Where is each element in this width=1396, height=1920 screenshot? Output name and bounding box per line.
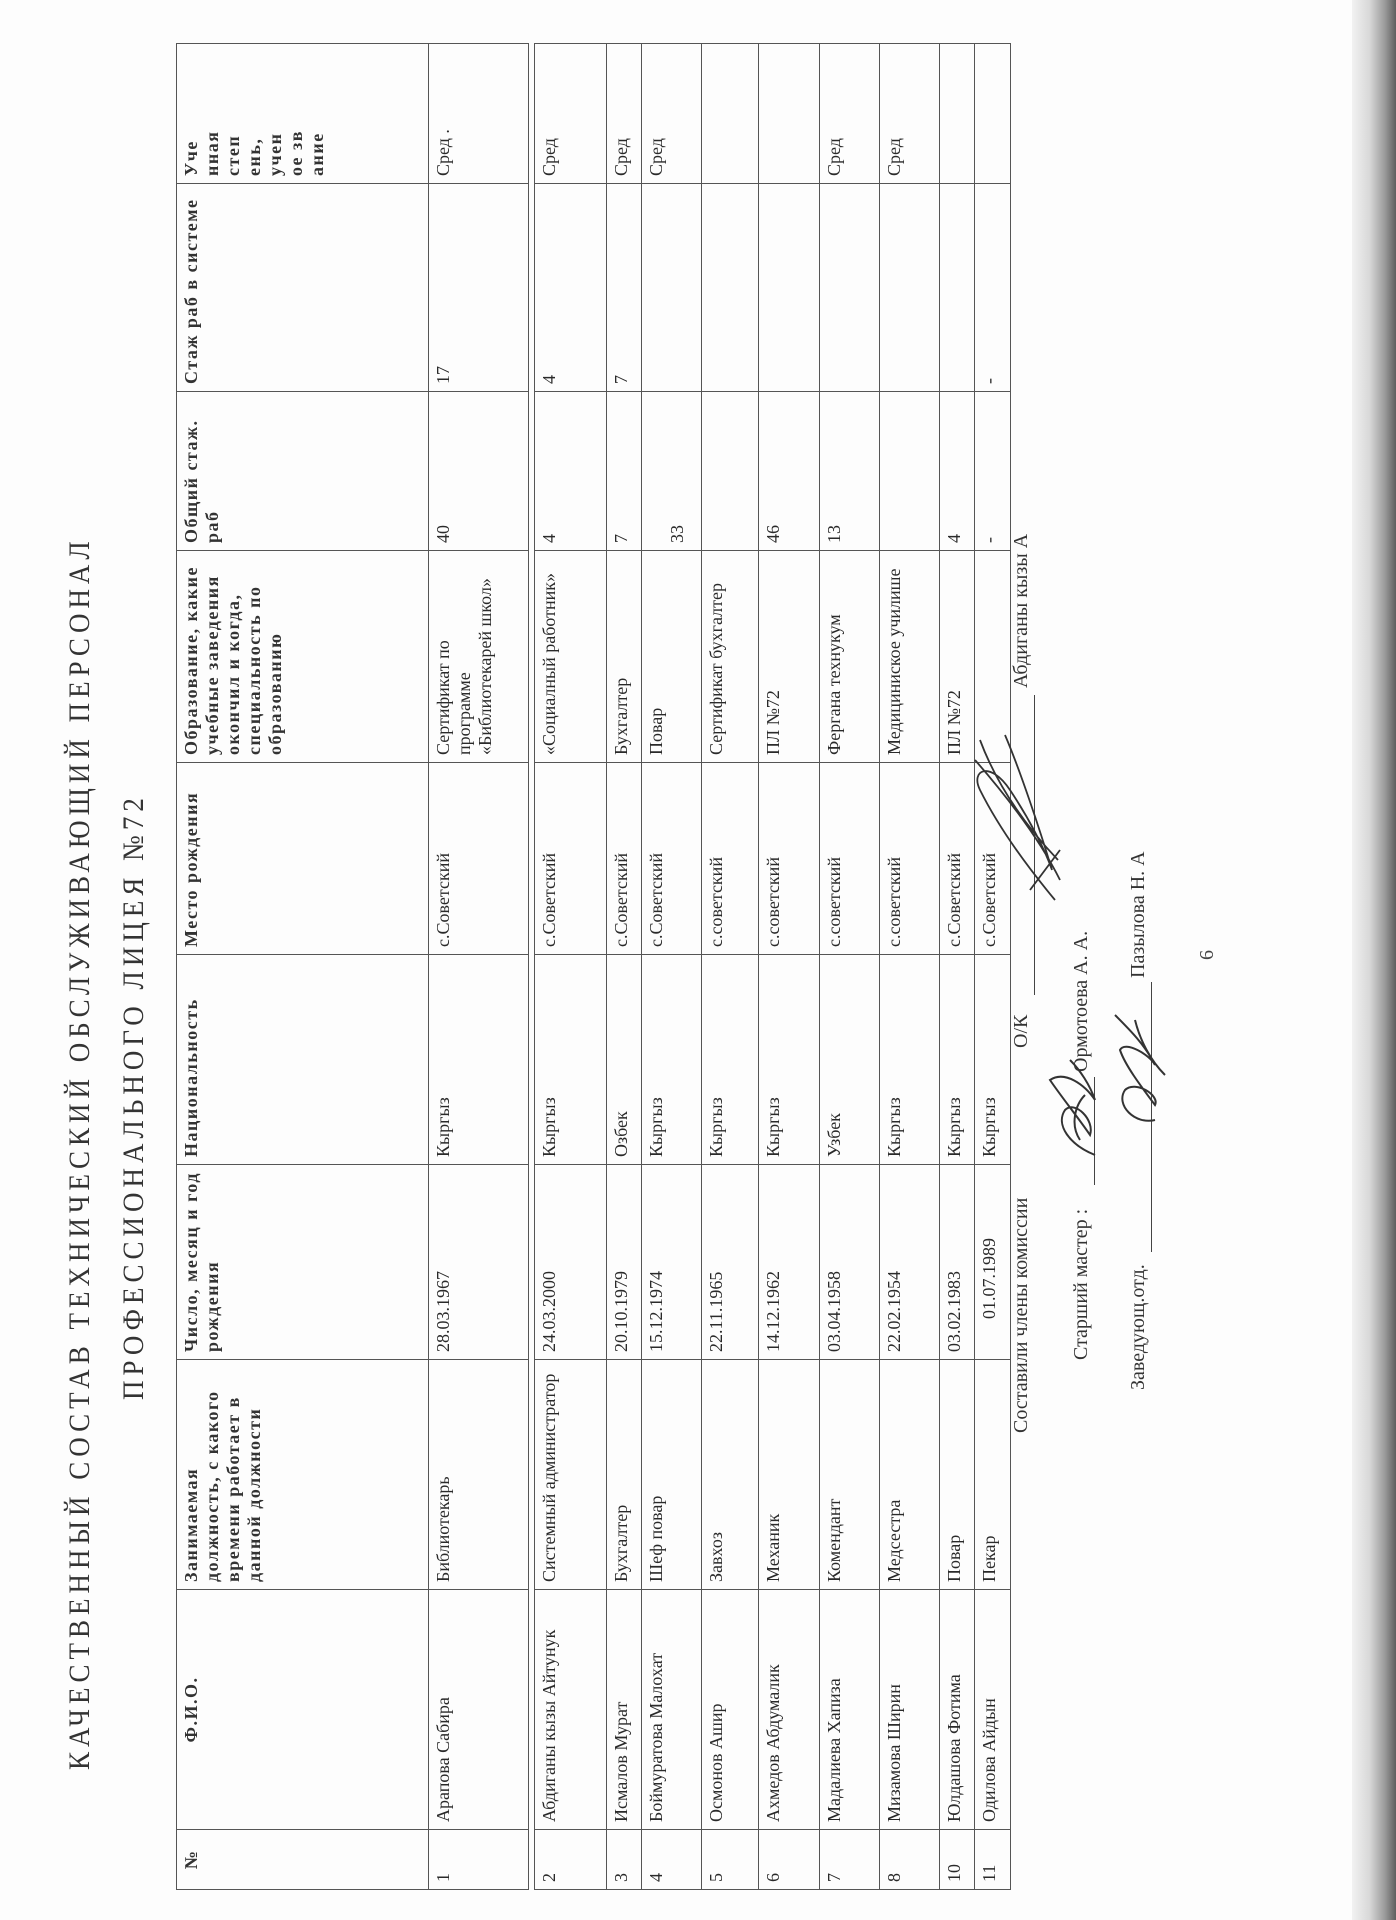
cell-education: Медициниское училише <box>880 551 940 763</box>
cell-degree <box>759 44 820 184</box>
cell-system-exp: 17 <box>429 184 529 392</box>
table-row <box>702 44 759 1890</box>
cell-position: Повар <box>940 1360 975 1590</box>
cell-education: Сертификат бухгалтер <box>702 551 759 763</box>
cell-system-exp <box>940 184 975 392</box>
ok-label: О/К <box>1010 1014 1032 1048</box>
cell-birthdate: 22.11.1965 <box>702 1165 759 1360</box>
cell-system-exp <box>642 184 702 392</box>
cell-birthplace: с.советский <box>820 763 880 955</box>
cell-total-exp <box>702 392 759 551</box>
cell-position: Завхоз <box>702 1360 759 1590</box>
cell-education: Повар <box>642 551 702 763</box>
cell-nationality: Узбек <box>820 955 880 1165</box>
cell-position: Системный администратор <box>535 1360 607 1590</box>
col-header-nationality: Национальность <box>177 955 429 1165</box>
cell-birthplace: с.Советский <box>642 763 702 955</box>
cell-num: 1 <box>429 1830 529 1890</box>
cell-num: 11 <box>975 1830 1011 1890</box>
cell-name: Мадалиева Хапиза <box>820 1590 880 1830</box>
commission-label: Составили члены комиссии <box>1010 1197 1032 1433</box>
cell-degree: Сред . <box>429 44 529 184</box>
cell-total-exp: 4 <box>940 392 975 551</box>
cell-name: Абдиганы кызы Айтунук <box>535 1590 607 1830</box>
table-row <box>607 44 642 1890</box>
cell-num: 8 <box>880 1830 940 1890</box>
col-header-education: Образование, какие учебные заведения окончил и когда, специальность по образованию <box>177 551 429 763</box>
page-number: 6 <box>1196 950 1218 960</box>
table-row <box>880 44 940 1890</box>
cell-num: 7 <box>820 1830 880 1890</box>
staff-table-header <box>176 43 529 1890</box>
cell-name: Мизамова Ширин <box>880 1590 940 1830</box>
col-header-birthdate: Число, месяц и год рождения <box>177 1165 429 1360</box>
col-header-total-exp: Общий стаж. раб <box>177 392 429 551</box>
cell-birthdate: 03.04.1958 <box>820 1165 880 1360</box>
header-row <box>177 44 429 1890</box>
cell-system-exp <box>820 184 880 392</box>
cell-education: ПЛ №72 <box>759 551 820 763</box>
cell-education: ПЛ №72 <box>940 551 975 763</box>
cell-birthplace: с.Советский <box>535 763 607 955</box>
cell-degree: Сред <box>880 44 940 184</box>
cell-num: 6 <box>759 1830 820 1890</box>
col-header-system-exp: Стаж раб в системе <box>177 184 429 392</box>
cell-education: Фергана технукум <box>820 551 880 763</box>
col-header-num: № <box>177 1830 429 1890</box>
cell-birthdate: 01.07.1989 <box>975 1165 1011 1360</box>
cell-nationality: Кыргыз <box>759 955 820 1165</box>
cell-birthplace: с.Советский <box>975 763 1011 955</box>
cell-system-exp <box>880 184 940 392</box>
cell-total-exp: - <box>975 392 1011 551</box>
cell-name: Ахмедов Абдумалик <box>759 1590 820 1830</box>
cell-num: 4 <box>642 1830 702 1890</box>
cell-birthplace: с.Советский <box>429 763 529 955</box>
cell-birthplace: с.советский <box>880 763 940 955</box>
staff-table <box>534 43 1011 1890</box>
cell-nationality: Кыргыз <box>535 955 607 1165</box>
cell-birthplace: с.Советский <box>607 763 642 955</box>
cell-name: Юлдашова Фотима <box>940 1590 975 1830</box>
table-row <box>820 44 880 1890</box>
table-row <box>940 44 975 1890</box>
cell-total-exp: 13 <box>820 392 880 551</box>
cell-system-exp: - <box>975 184 1011 392</box>
cell-position: Библиотекарь <box>429 1360 529 1590</box>
master-label: Старший мастер : <box>1070 1208 1092 1360</box>
ok-signature <box>960 720 1070 910</box>
cell-birthdate: 20.10.1979 <box>607 1165 642 1360</box>
cell-nationality: Кыргыз <box>642 955 702 1165</box>
cell-num: 2 <box>535 1830 607 1890</box>
head-label: Заведующ.отд. <box>1127 1264 1149 1390</box>
cell-total-exp: 4 <box>535 392 607 551</box>
col-header-degree <box>177 44 429 184</box>
cell-birthplace: с.советский <box>759 763 820 955</box>
ok-name: Абдиганы кызы А <box>1010 533 1032 688</box>
cell-position: Медсестра <box>880 1360 940 1590</box>
cell-total-exp: 40 <box>429 392 529 551</box>
cell-nationality: Кыргыз <box>429 955 529 1165</box>
cell-total-exp: 33 <box>642 392 702 551</box>
cell-nationality: Кыргыз <box>880 955 940 1165</box>
cell-name: Одилова Айдын <box>975 1590 1011 1830</box>
document-subtitle: ПРОФЕССИОНАЛЬНОГО ЛИЦЕЯ №72 <box>116 793 150 1400</box>
head-name: Пазылова Н. А <box>1127 851 1149 978</box>
cell-degree: Сред <box>535 44 607 184</box>
document-title: КАЧЕСТВЕННЫЙ СОСТАВ ТЕХНИЧЕСКИЙ ОБСЛУЖИВАЮЩИЙ ПЕРСОНАЛ <box>62 536 96 1770</box>
cell-nationality: Кыргыз <box>702 955 759 1165</box>
cell-degree: Сред <box>820 44 880 184</box>
master-name: Ормотоева А. А. <box>1070 930 1092 1072</box>
col-header-position: Занимаемая должность, с какого времени работает в данной должности <box>177 1360 429 1590</box>
col-header-birthplace: Место рождения <box>177 763 429 955</box>
cell-degree: Сред <box>607 44 642 184</box>
col-header-degree-text: Ученная степень, ученое звание <box>181 130 327 176</box>
table-row <box>535 44 607 1890</box>
cell-nationality: Кыргыз <box>975 955 1011 1165</box>
cell-degree <box>940 44 975 184</box>
cell-education: Бухгалтер <box>607 551 642 763</box>
cell-degree <box>702 44 759 184</box>
cell-system-exp: 7 <box>607 184 642 392</box>
cell-degree <box>975 44 1011 184</box>
cell-total-exp: 46 <box>759 392 820 551</box>
cell-birthdate: 28.03.1967 <box>429 1165 529 1360</box>
cell-system-exp <box>702 184 759 392</box>
cell-birthplace: с.Советский <box>940 763 975 955</box>
cell-name: Исмалов Мурат <box>607 1590 642 1830</box>
cell-birthdate: 22.02.1954 <box>880 1165 940 1360</box>
table-row <box>759 44 820 1890</box>
cell-system-exp: 4 <box>535 184 607 392</box>
table-row <box>642 44 702 1890</box>
table-row <box>975 44 1011 1890</box>
cell-birthplace: с.советский <box>702 763 759 955</box>
scanner-edge <box>1352 0 1396 1920</box>
cell-total-exp <box>880 392 940 551</box>
cell-degree: Сред <box>642 44 702 184</box>
cell-position: Шеф повар <box>642 1360 702 1590</box>
cell-birthdate: 15.12.1974 <box>642 1165 702 1360</box>
cell-birthdate: 24.03.2000 <box>535 1165 607 1360</box>
cell-num: 3 <box>607 1830 642 1890</box>
cell-name: Арапова Сабира <box>429 1590 529 1830</box>
cell-education: «Социалный работник» <box>535 551 607 763</box>
col-header-name: Ф.И.О. <box>177 1590 429 1830</box>
cell-total-exp: 7 <box>607 392 642 551</box>
cell-nationality: Кыргыз <box>940 955 975 1165</box>
cell-position: Комендант <box>820 1360 880 1590</box>
cell-position: Пекар <box>975 1360 1011 1590</box>
cell-birthdate: 03.02.1983 <box>940 1165 975 1360</box>
cell-num: 5 <box>702 1830 759 1890</box>
cell-birthdate: 14.12.1962 <box>759 1165 820 1360</box>
cell-education: Сертификат по программе «Библиотекарей школ» <box>429 551 529 763</box>
cell-position: Бухгалтер <box>607 1360 642 1590</box>
cell-name: Осмонов Ашир <box>702 1590 759 1830</box>
head-signature <box>1095 1005 1175 1135</box>
cell-name: Боймуратова Малохат <box>642 1590 702 1830</box>
cell-nationality: Озбек <box>607 955 642 1165</box>
table-row <box>429 44 529 1890</box>
cell-position: Механик <box>759 1360 820 1590</box>
cell-num: 10 <box>940 1830 975 1890</box>
cell-system-exp <box>759 184 820 392</box>
